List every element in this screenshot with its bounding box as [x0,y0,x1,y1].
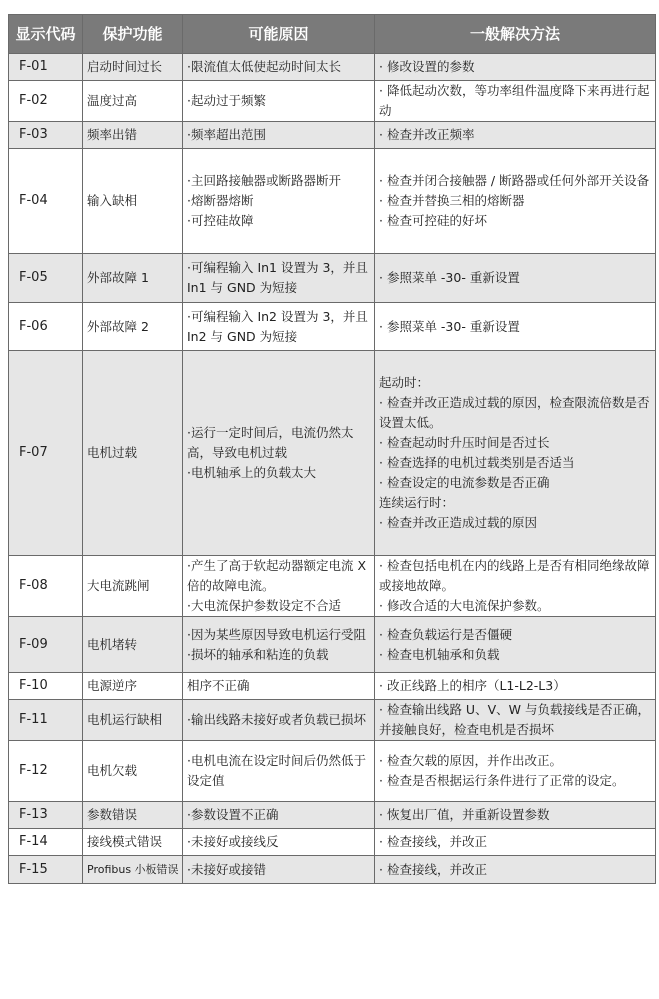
general-solution [375,856,656,884]
table-row [9,617,656,673]
fault-code: F-02 [9,81,83,122]
solution-line: · 修改设置的参数 [379,59,475,74]
cause-line: ·电机轴承上的负载太大 [187,465,316,480]
cause-line: 相序不正确 [187,678,250,693]
protection-function: 电机运行缺相 [83,700,183,741]
possible-cause [183,556,375,617]
possible-cause [183,122,375,149]
possible-cause [183,54,375,81]
fault-code: F-09 [9,617,83,673]
possible-cause [183,303,375,351]
table-header-row [9,15,656,54]
table-row [9,303,656,351]
cause-line: ·未接好或接错 [187,861,266,877]
table-row [9,673,656,700]
fault-code: F-07 [9,351,83,556]
general-solution [375,556,656,617]
cause-line: ·可编程输入 In1 设置为 3，并且 In1 与 GND 为短接 [187,260,368,295]
cause-line: ·参数设置不正确 [187,807,279,822]
cause-line: ·电机电流在设定时间后仍然低于设定值 [187,753,366,788]
solution-line: 起动时： [379,375,430,390]
solution-line: · 检查并改正造成过载的原因 [379,515,537,530]
solution-line: · 检查电机轴承和负载 [379,646,500,662]
protection-function: 参数错误 [83,802,183,829]
possible-cause [183,673,375,700]
solution-line: · 检查接线，并改正 [379,861,487,877]
fault-code: F-15 [9,856,83,884]
general-solution [375,122,656,149]
protection-function: 电机堵转 [83,617,183,673]
general-solution [375,741,656,802]
cause-line: ·输出线路未接好或者负载已损坏 [187,712,366,727]
general-solution [375,829,656,856]
cause-line: ·产生了高于软起动器额定电流 X 倍的故障电流。 [187,558,367,593]
fault-code: F-04 [9,149,83,254]
cause-line: ·可编程输入 In2 设置为 3，并且 In2 与 GND 为短接 [187,308,368,344]
general-solution [375,673,656,700]
solution-line: · 检查负载运行是否僵硬 [379,626,512,642]
table-row [9,122,656,149]
cause-line: ·运行一定时间后，电流仍然太高，导致电机过载 [187,425,354,460]
solution-line: · 参照菜单 -30- 重新设置 [379,270,520,285]
protection-function: 大电流跳闸 [83,556,183,617]
solution-line: · 检查并闭合接触器 / 断路器或任何外部开关设备 [379,173,650,188]
general-solution [375,700,656,741]
solution-line: · 检查输出线路 U、V、W 与负载接线是否正确，并接触良好，检查电机是否损坏 [379,702,650,737]
possible-cause [183,351,375,556]
fault-code: F-08 [9,556,83,617]
general-solution [375,617,656,673]
protection-function: 电机过载 [83,351,183,556]
cause-line: ·熔断器熔断 [187,193,254,208]
general-solution [375,54,656,81]
fault-code: F-14 [9,829,83,856]
solution-line: · 修改合适的大电流保护参数。 [379,598,550,613]
header-function: 保护功能 [83,15,183,54]
protection-function: 频率出错 [83,122,183,149]
general-solution [375,81,656,122]
header-code: 显示代码 [9,15,83,54]
solution-line: 连续运行时： [379,495,455,510]
fault-code: F-12 [9,741,83,802]
possible-cause [183,149,375,254]
possible-cause [183,741,375,802]
cause-line: ·起动过于频繁 [187,93,266,108]
cause-line: ·未接好或接线反 [187,834,279,849]
solution-line: · 检查欠载的原因，并作出改正。 [379,753,562,768]
table-row [9,149,656,254]
table-row [9,254,656,303]
protection-function: 电源逆序 [83,673,183,700]
protection-function: Profibus 小板错误 [83,856,183,884]
cause-line: ·限流值太低使起动时间太长 [187,59,341,74]
protection-function: 外部故障 1 [83,254,183,303]
possible-cause [183,802,375,829]
table-row [9,700,656,741]
header-solution: 一般解决方法 [375,15,656,54]
table-body [9,54,656,884]
fault-code: F-11 [9,700,83,741]
fault-code: F-01 [9,54,83,81]
possible-cause [183,700,375,741]
solution-line: · 恢复出厂值，并重新设置参数 [379,807,550,822]
general-solution [375,802,656,829]
solution-line: · 降低起动次数，等功率组件温度降下来再进行起动 [379,83,650,118]
table-row [9,802,656,829]
protection-function: 输入缺相 [83,149,183,254]
protection-function: 外部故障 2 [83,303,183,351]
table-row [9,741,656,802]
solution-line: · 检查选择的电机过载类别是否适当 [379,455,575,470]
table-row [9,856,656,884]
solution-line: · 检查接线，并改正 [379,834,487,849]
protection-function: 接线模式错误 [83,829,183,856]
fault-code: F-10 [9,673,83,700]
solution-line: · 检查并替换三相的熔断器 [379,193,525,208]
cause-line: ·损坏的轴承和粘连的负载 [187,646,329,662]
header-cause: 可能原因 [183,15,375,54]
possible-cause [183,254,375,303]
solution-line: · 检查起动时升压时间是否过长 [379,435,550,450]
solution-line: · 参照菜单 -30- 重新设置 [379,318,520,334]
possible-cause [183,829,375,856]
general-solution [375,254,656,303]
possible-cause [183,856,375,884]
solution-line: · 检查并改正频率 [379,127,475,142]
solution-line: · 检查可控硅的好坏 [379,213,487,228]
solution-line: · 检查是否根据运行条件进行了正常的设定。 [379,773,625,788]
solution-line: · 检查设定的电流参数是否正确 [379,475,550,490]
table-row [9,54,656,81]
cause-line: ·因为某些原因导致电机运行受阻 [187,626,366,642]
fault-code: F-03 [9,122,83,149]
protection-function: 温度过高 [83,81,183,122]
protection-function: 电机欠载 [83,741,183,802]
cause-line: ·主回路接触器或断路器断开 [187,173,341,188]
solution-line: · 检查并改正造成过载的原因，检查限流倍数是否设置太低。 [379,395,650,430]
general-solution [375,149,656,254]
possible-cause [183,81,375,122]
solution-line: · 改正线路上的相序（L1-L2-L3） [379,678,566,693]
table-row [9,351,656,556]
table-row [9,81,656,122]
solution-line: · 检查包括电机在内的线路上是否有相同绝缘故障或接地故障。 [379,558,650,593]
general-solution [375,351,656,556]
cause-line: ·频率超出范围 [187,127,266,142]
fault-code-table [8,14,656,884]
table-row [9,829,656,856]
fault-code: F-13 [9,802,83,829]
table-row [9,556,656,617]
cause-line: ·可控硅故障 [187,213,254,228]
possible-cause [183,617,375,673]
cause-line: ·大电流保护参数设定不合适 [187,598,341,613]
protection-function: 启动时间过长 [83,54,183,81]
fault-code: F-06 [9,303,83,351]
general-solution [375,303,656,351]
fault-code: F-05 [9,254,83,303]
